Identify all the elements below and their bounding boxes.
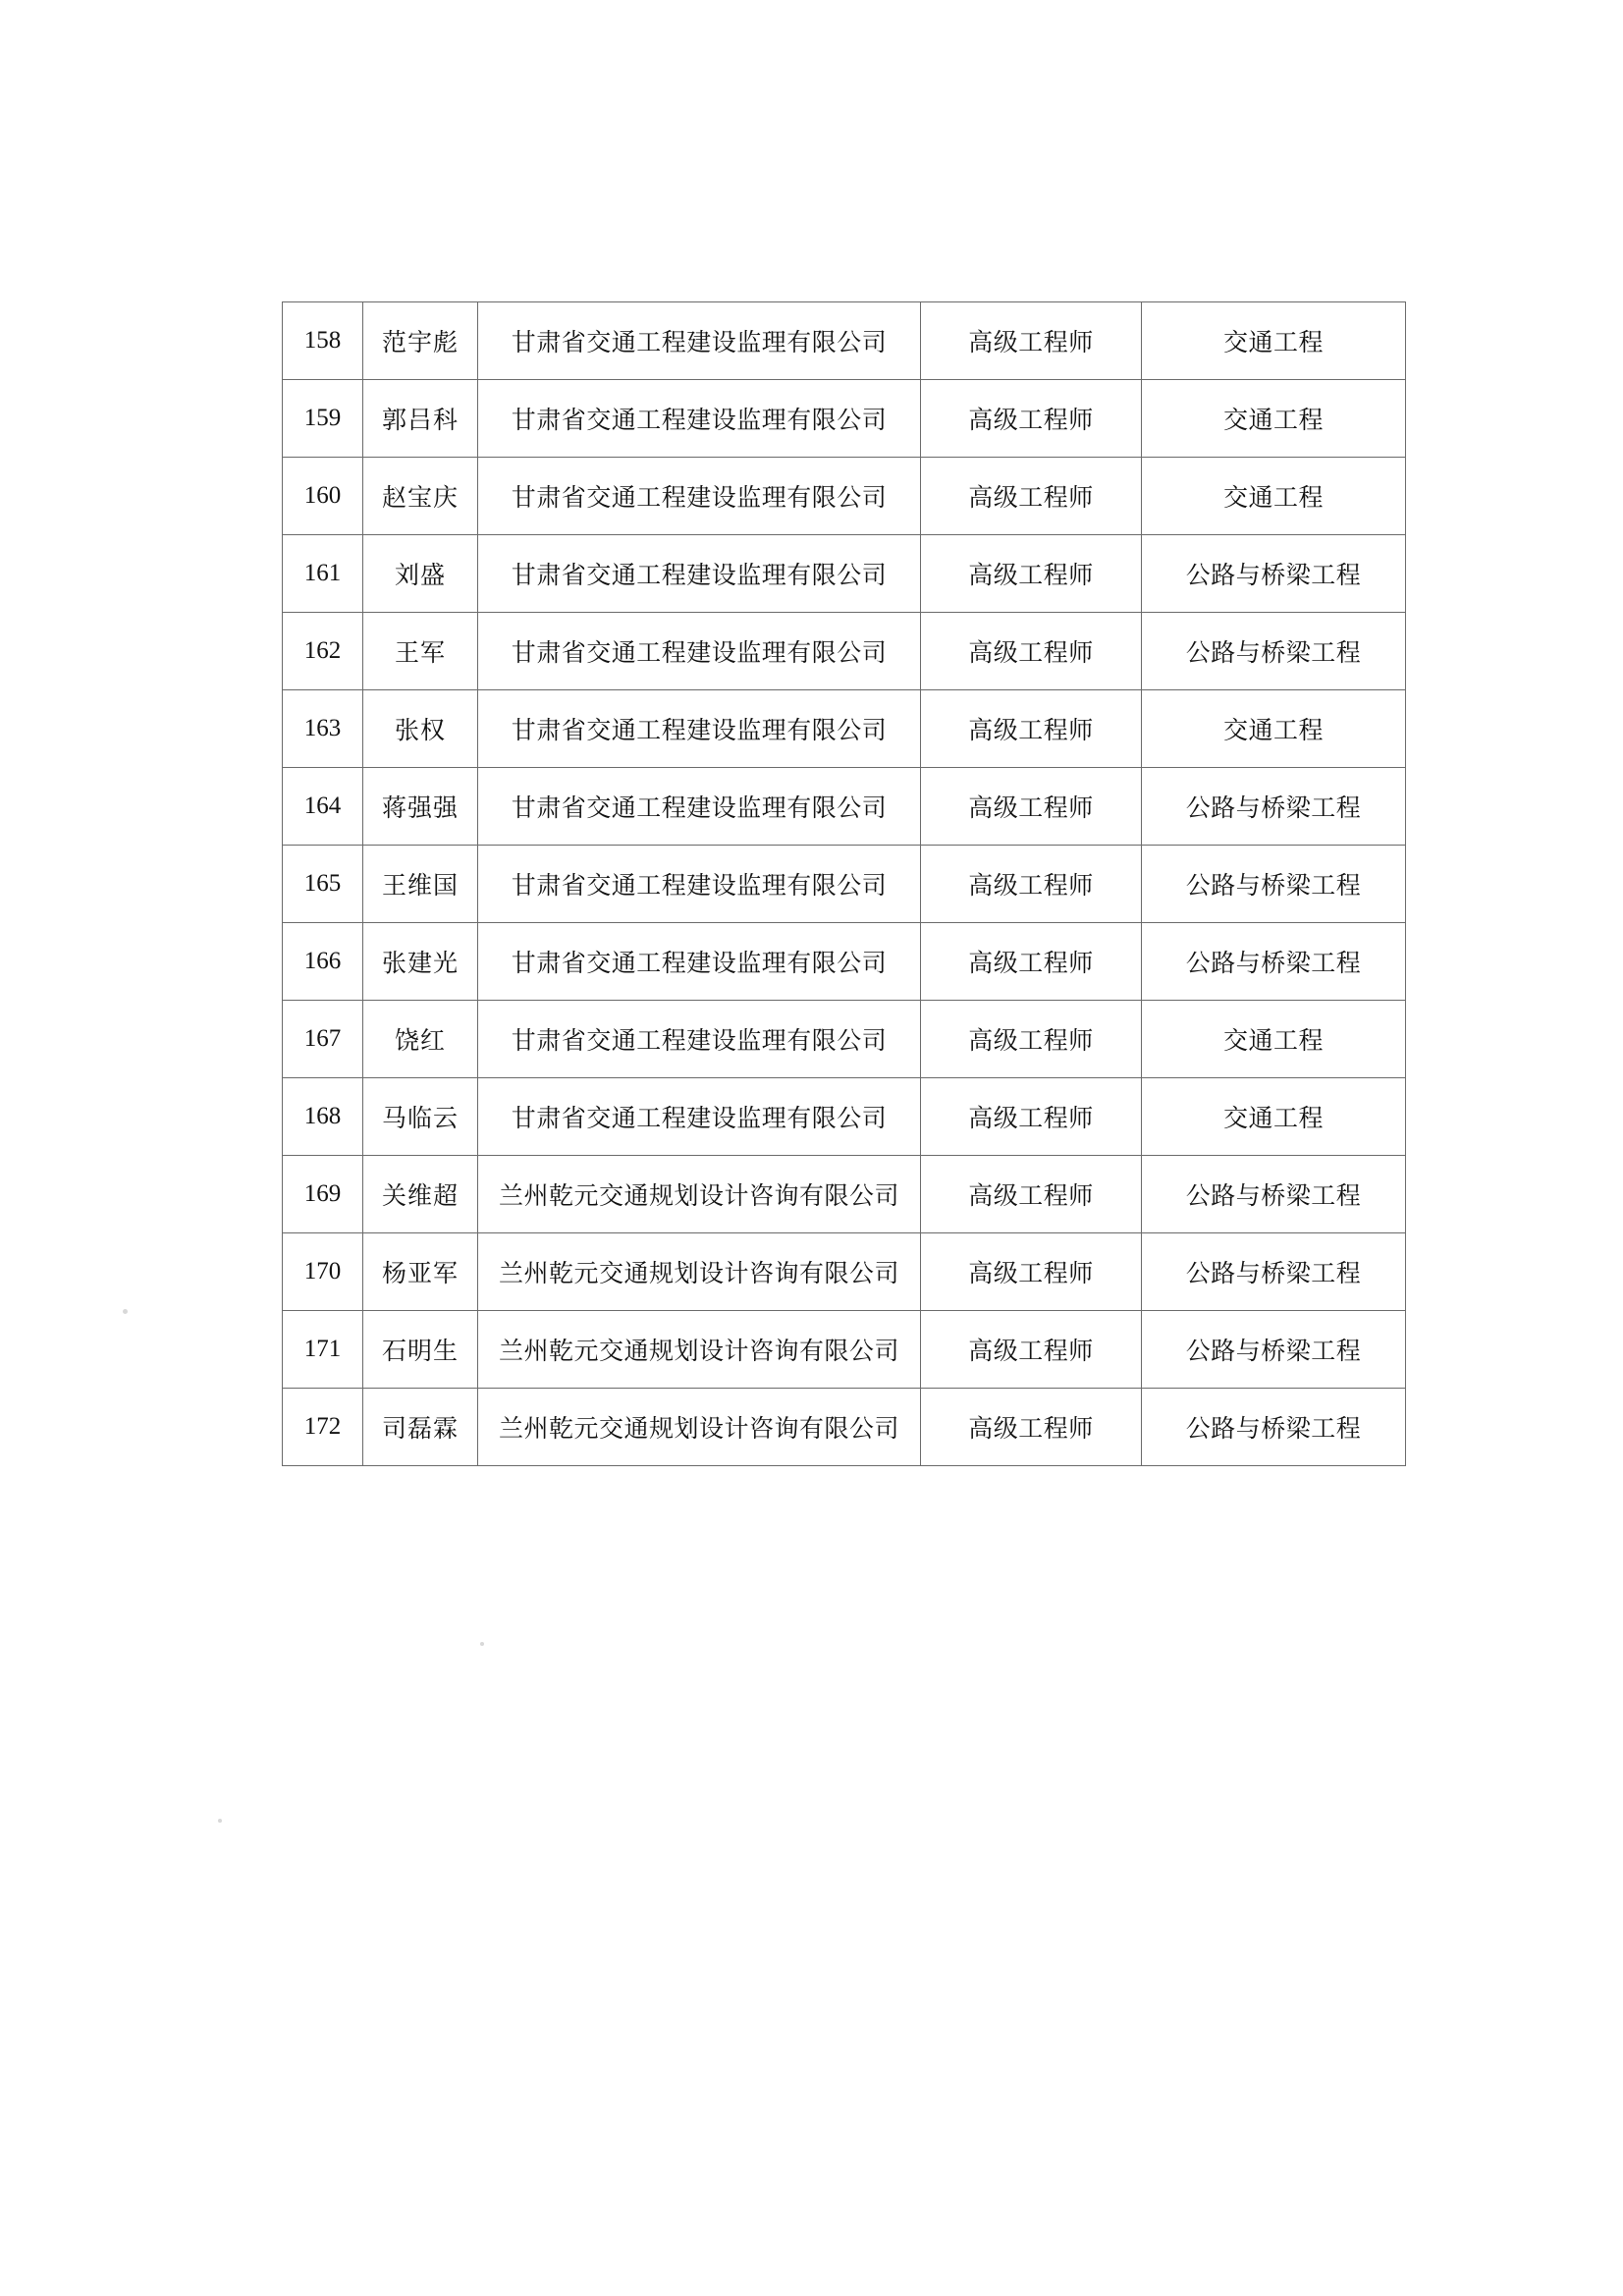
cell-major: 公路与桥梁工程 <box>1142 1311 1406 1389</box>
cell-title: 高级工程师 <box>921 1311 1142 1389</box>
table-row <box>283 458 1406 535</box>
cell-no: 169 <box>283 1156 363 1233</box>
cell-org: 甘肃省交通工程建设监理有限公司 <box>478 613 921 690</box>
cell-major: 公路与桥梁工程 <box>1142 768 1406 846</box>
table-row <box>283 923 1406 1001</box>
cell-org: 甘肃省交通工程建设监理有限公司 <box>478 535 921 613</box>
cell-org: 甘肃省交通工程建设监理有限公司 <box>478 846 921 923</box>
cell-no: 166 <box>283 923 363 1001</box>
table-row <box>283 1078 1406 1156</box>
cell-no: 162 <box>283 613 363 690</box>
cell-name: 司磊霖 <box>363 1389 478 1466</box>
cell-no: 160 <box>283 458 363 535</box>
cell-title: 高级工程师 <box>921 846 1142 923</box>
cell-title: 高级工程师 <box>921 1001 1142 1078</box>
cell-name: 杨亚军 <box>363 1233 478 1311</box>
cell-title: 高级工程师 <box>921 458 1142 535</box>
table-row <box>283 613 1406 690</box>
cell-name: 赵宝庆 <box>363 458 478 535</box>
cell-no: 170 <box>283 1233 363 1311</box>
cell-name: 王军 <box>363 613 478 690</box>
scan-artifact <box>480 1642 484 1646</box>
cell-name: 马临云 <box>363 1078 478 1156</box>
cell-title: 高级工程师 <box>921 1233 1142 1311</box>
cell-no: 159 <box>283 380 363 458</box>
table-row <box>283 1233 1406 1311</box>
cell-major: 公路与桥梁工程 <box>1142 846 1406 923</box>
cell-major: 交通工程 <box>1142 690 1406 768</box>
cell-name: 饶红 <box>363 1001 478 1078</box>
cell-no: 165 <box>283 846 363 923</box>
cell-major: 公路与桥梁工程 <box>1142 535 1406 613</box>
cell-name: 刘盛 <box>363 535 478 613</box>
cell-org: 甘肃省交通工程建设监理有限公司 <box>478 380 921 458</box>
cell-no: 167 <box>283 1001 363 1078</box>
cell-title: 高级工程师 <box>921 613 1142 690</box>
scan-artifact <box>123 1309 128 1314</box>
cell-no: 158 <box>283 302 363 380</box>
cell-org: 兰州乾元交通规划设计咨询有限公司 <box>478 1311 921 1389</box>
cell-name: 范宇彪 <box>363 302 478 380</box>
cell-no: 171 <box>283 1311 363 1389</box>
cell-major: 交通工程 <box>1142 1078 1406 1156</box>
table-row <box>283 1001 1406 1078</box>
table-row <box>283 535 1406 613</box>
table-row <box>283 1389 1406 1466</box>
roster-table-body <box>283 302 1406 1466</box>
cell-title: 高级工程师 <box>921 923 1142 1001</box>
cell-no: 172 <box>283 1389 363 1466</box>
cell-title: 高级工程师 <box>921 690 1142 768</box>
cell-name: 蒋强强 <box>363 768 478 846</box>
cell-org: 甘肃省交通工程建设监理有限公司 <box>478 923 921 1001</box>
cell-org: 兰州乾元交通规划设计咨询有限公司 <box>478 1156 921 1233</box>
cell-title: 高级工程师 <box>921 1156 1142 1233</box>
cell-org: 甘肃省交通工程建设监理有限公司 <box>478 1001 921 1078</box>
cell-org: 甘肃省交通工程建设监理有限公司 <box>478 768 921 846</box>
cell-org: 兰州乾元交通规划设计咨询有限公司 <box>478 1389 921 1466</box>
table-row <box>283 846 1406 923</box>
cell-major: 公路与桥梁工程 <box>1142 1233 1406 1311</box>
cell-org: 甘肃省交通工程建设监理有限公司 <box>478 1078 921 1156</box>
cell-major: 公路与桥梁工程 <box>1142 613 1406 690</box>
cell-title: 高级工程师 <box>921 1078 1142 1156</box>
cell-name: 张建光 <box>363 923 478 1001</box>
table-row <box>283 1311 1406 1389</box>
cell-name: 张权 <box>363 690 478 768</box>
cell-no: 161 <box>283 535 363 613</box>
roster-table-container <box>282 301 1365 1466</box>
cell-title: 高级工程师 <box>921 302 1142 380</box>
table-row <box>283 380 1406 458</box>
cell-org: 甘肃省交通工程建设监理有限公司 <box>478 690 921 768</box>
table-row <box>283 302 1406 380</box>
cell-org: 甘肃省交通工程建设监理有限公司 <box>478 302 921 380</box>
cell-major: 公路与桥梁工程 <box>1142 1389 1406 1466</box>
cell-title: 高级工程师 <box>921 380 1142 458</box>
cell-no: 168 <box>283 1078 363 1156</box>
table-row <box>283 690 1406 768</box>
cell-name: 郭吕科 <box>363 380 478 458</box>
cell-major: 公路与桥梁工程 <box>1142 1156 1406 1233</box>
cell-org: 兰州乾元交通规划设计咨询有限公司 <box>478 1233 921 1311</box>
cell-major: 交通工程 <box>1142 302 1406 380</box>
cell-no: 164 <box>283 768 363 846</box>
scan-artifact <box>218 1819 222 1823</box>
cell-major: 交通工程 <box>1142 1001 1406 1078</box>
cell-title: 高级工程师 <box>921 768 1142 846</box>
roster-table <box>282 301 1406 1466</box>
cell-major: 公路与桥梁工程 <box>1142 923 1406 1001</box>
cell-title: 高级工程师 <box>921 1389 1142 1466</box>
cell-title: 高级工程师 <box>921 535 1142 613</box>
cell-major: 交通工程 <box>1142 458 1406 535</box>
cell-major: 交通工程 <box>1142 380 1406 458</box>
table-row <box>283 768 1406 846</box>
table-row <box>283 1156 1406 1233</box>
cell-name: 石明生 <box>363 1311 478 1389</box>
cell-name: 王维国 <box>363 846 478 923</box>
cell-org: 甘肃省交通工程建设监理有限公司 <box>478 458 921 535</box>
cell-no: 163 <box>283 690 363 768</box>
cell-name: 关维超 <box>363 1156 478 1233</box>
